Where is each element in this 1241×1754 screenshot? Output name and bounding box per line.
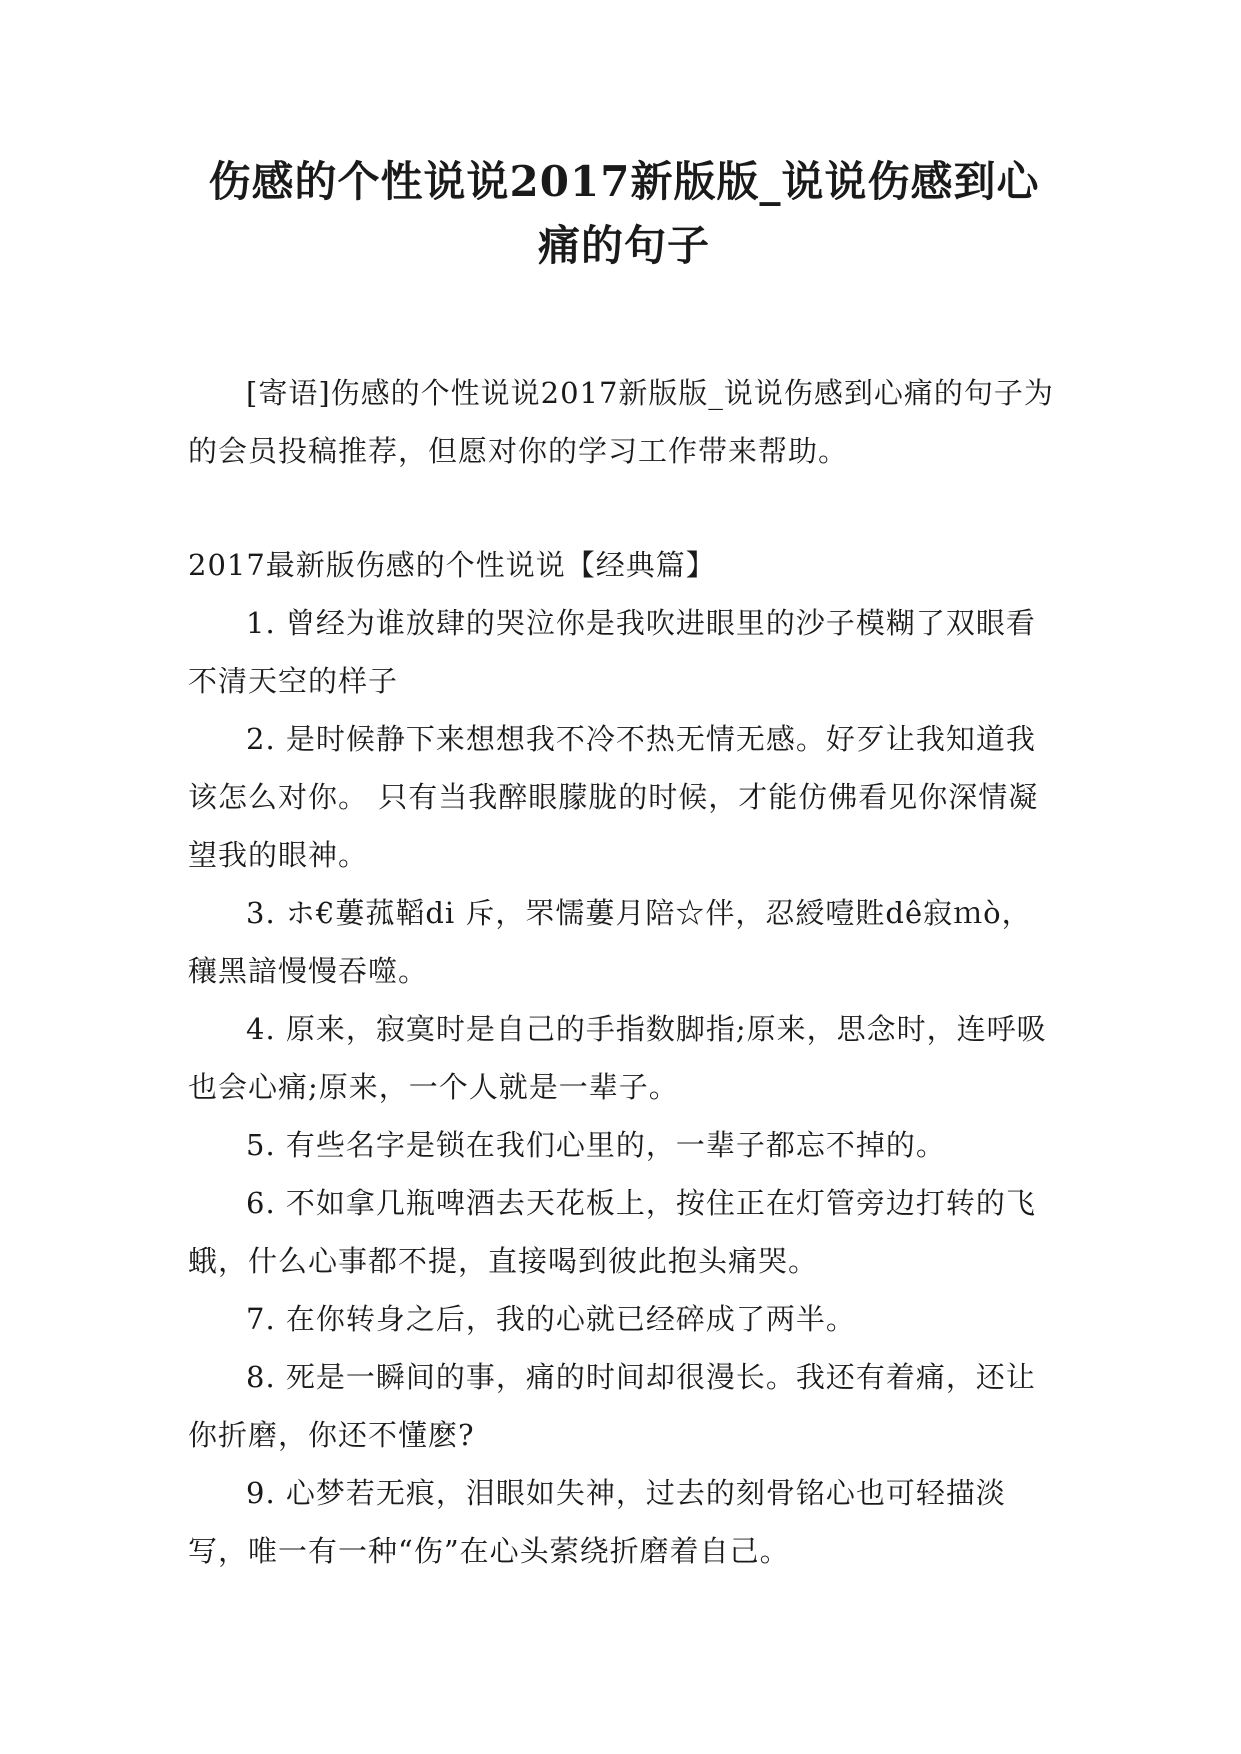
section-heading: 2017最新版伤感的个性说说【经典篇】 bbox=[188, 548, 716, 582]
quote-item-1: 1. 曾经为谁放肆的哭泣你是我吹进眼里的沙子模糊了双眼看不清天空的样子 bbox=[188, 606, 1036, 698]
quote-item-7: 7. 在你转身之后，我的心就已经碎成了两半。 bbox=[246, 1302, 856, 1336]
quote-item-8: 8. 死是一瞬间的事，痛的时间却很漫长。我还有着痛，还让你折磨，你还不懂麽? bbox=[188, 1360, 1036, 1452]
quote-item-5: 5. 有些名字是锁在我们心里的，一辈子都忘不掉的。 bbox=[246, 1128, 946, 1162]
quote-item-3: 3. ホ€蔞菰鞱di 斥，罘懦蔞月陪☆伴，忍綬噎貹dê寂ｍò，穰黑諳慢慢吞噬。 bbox=[188, 896, 1032, 988]
quote-list bbox=[188, 594, 1060, 1580]
quote-item-2: 2. 是时候静下来想想我不冷不热无情无感。好歹让我知道我该怎么对你。 只有当我醉眼朦胧的时候，才能仿佛看见你深情凝望我的眼神。 bbox=[188, 722, 1039, 872]
document-title: 伤感的个性说说2017新版版_说说伤感到心痛的句子 bbox=[208, 157, 1040, 270]
quote-item-4: 4. 原来，寂寞时是自己的手指数脚指;原来，思念时，连呼吸也会心痛;原来，一个人就是一辈子。 bbox=[188, 1012, 1047, 1104]
quote-item-9: 9. 心梦若无痕，泪眼如失神，过去的刻骨铭心也可轻描淡写，唯一有一种“伤”在心头萦绕折磨着自己。 bbox=[188, 1476, 1006, 1568]
intro-paragraph: [寄语]伤感的个性说说2017新版版_说说伤感到心痛的句子为的会员投稿推荐，但愿对你的学习工作带来帮助。 bbox=[188, 376, 1054, 468]
document-page bbox=[188, 150, 1060, 1580]
quote-item-6: 6. 不如拿几瓶啤酒去天花板上，按住正在灯管旁边打转的飞蛾，什么心事都不提，直接喝到彼此抱头痛哭。 bbox=[188, 1186, 1036, 1278]
